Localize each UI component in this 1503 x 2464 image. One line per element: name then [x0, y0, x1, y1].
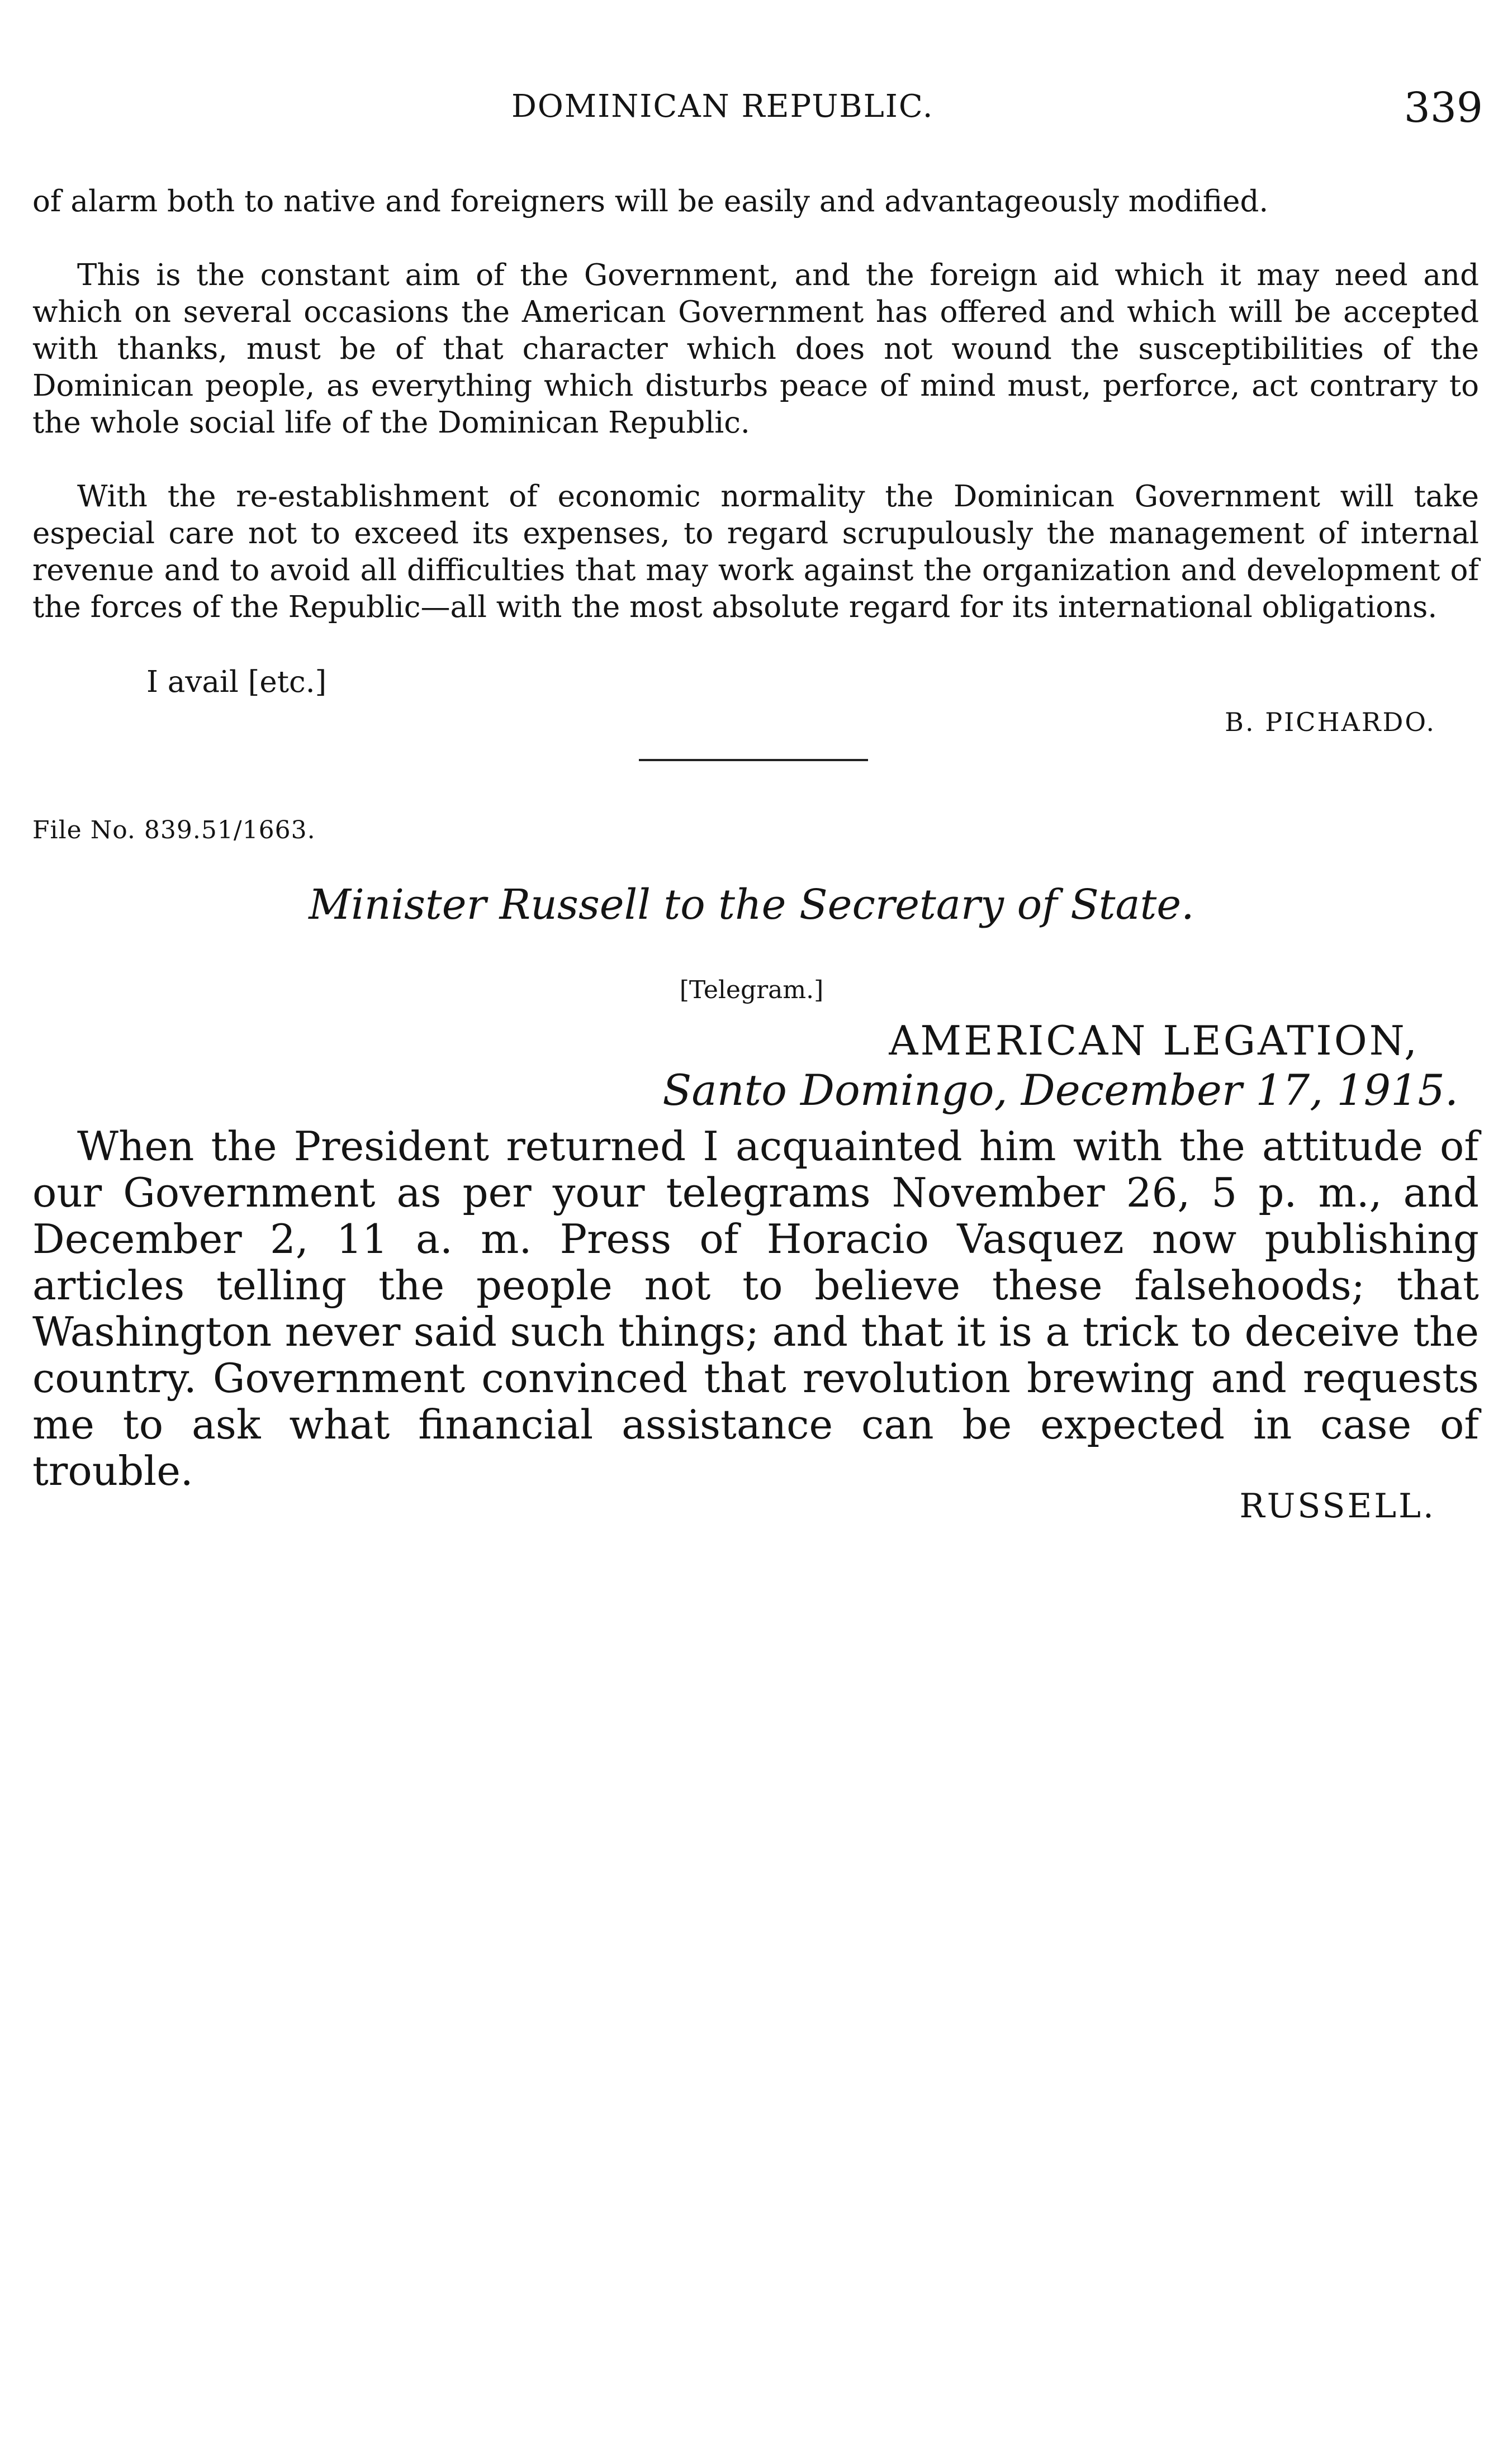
- closing-line: I avail [etc.]: [146, 665, 327, 699]
- dateline: Santo Domingo, December 17, 1915.: [662, 1065, 1458, 1115]
- paragraph-normality: With the re-establishment of economic normality the Dominican Government will take especial care not to exceed its expenses, to regard scrupulously the management of internal revenue and to avoid all difficulties that may work against the organization and development of the forces of the Republic—all with the most absolute regard for its international obligations.: [32, 479, 1479, 624]
- signature-russell: RUSSELL.: [1239, 1487, 1436, 1526]
- telegram-body: When the President returned I acquainted him with the attitude of our Government as per your telegrams November 26, 5 p. m., and December 2, 11 a. m. Press of Horacio Vasquez now publishing articles telling the people not to believe these falsehoods; that Washington never said such things; and that it is a trick to deceive the country. Government convinced that revolution brewing and requests me to ask what financial assistance can be expected in case of trouble.: [32, 1123, 1479, 1494]
- section-divider: [639, 759, 868, 761]
- origin-line: AMERICAN LEGATION,: [889, 1017, 1419, 1064]
- running-head: DOMINICAN REPUBLIC.: [511, 88, 934, 125]
- signature-pichardo: B. PICHARDO.: [1225, 707, 1436, 737]
- document-heading: Minister Russell to the Secretary of State.: [309, 881, 1194, 929]
- file-number: File No. 839.51/1663.: [32, 816, 316, 844]
- paragraph-aim: This is the constant aim of the Government, and the foreign aid which it may need and which on several occasions the American Government has offered and which will be accepted with thanks, must be of that character which does not wound the susceptibilities of the Dominican people, as everything which disturbs peace of mind must, perforce, act contrary to the whole social life of the Dominican Republic.: [32, 258, 1479, 440]
- paragraph-continuation: of alarm both to native and foreigners will be easily and advantageously modified.: [32, 184, 1269, 219]
- telegram-note: [Telegram.]: [679, 976, 824, 1004]
- page-number: 339: [1404, 84, 1483, 132]
